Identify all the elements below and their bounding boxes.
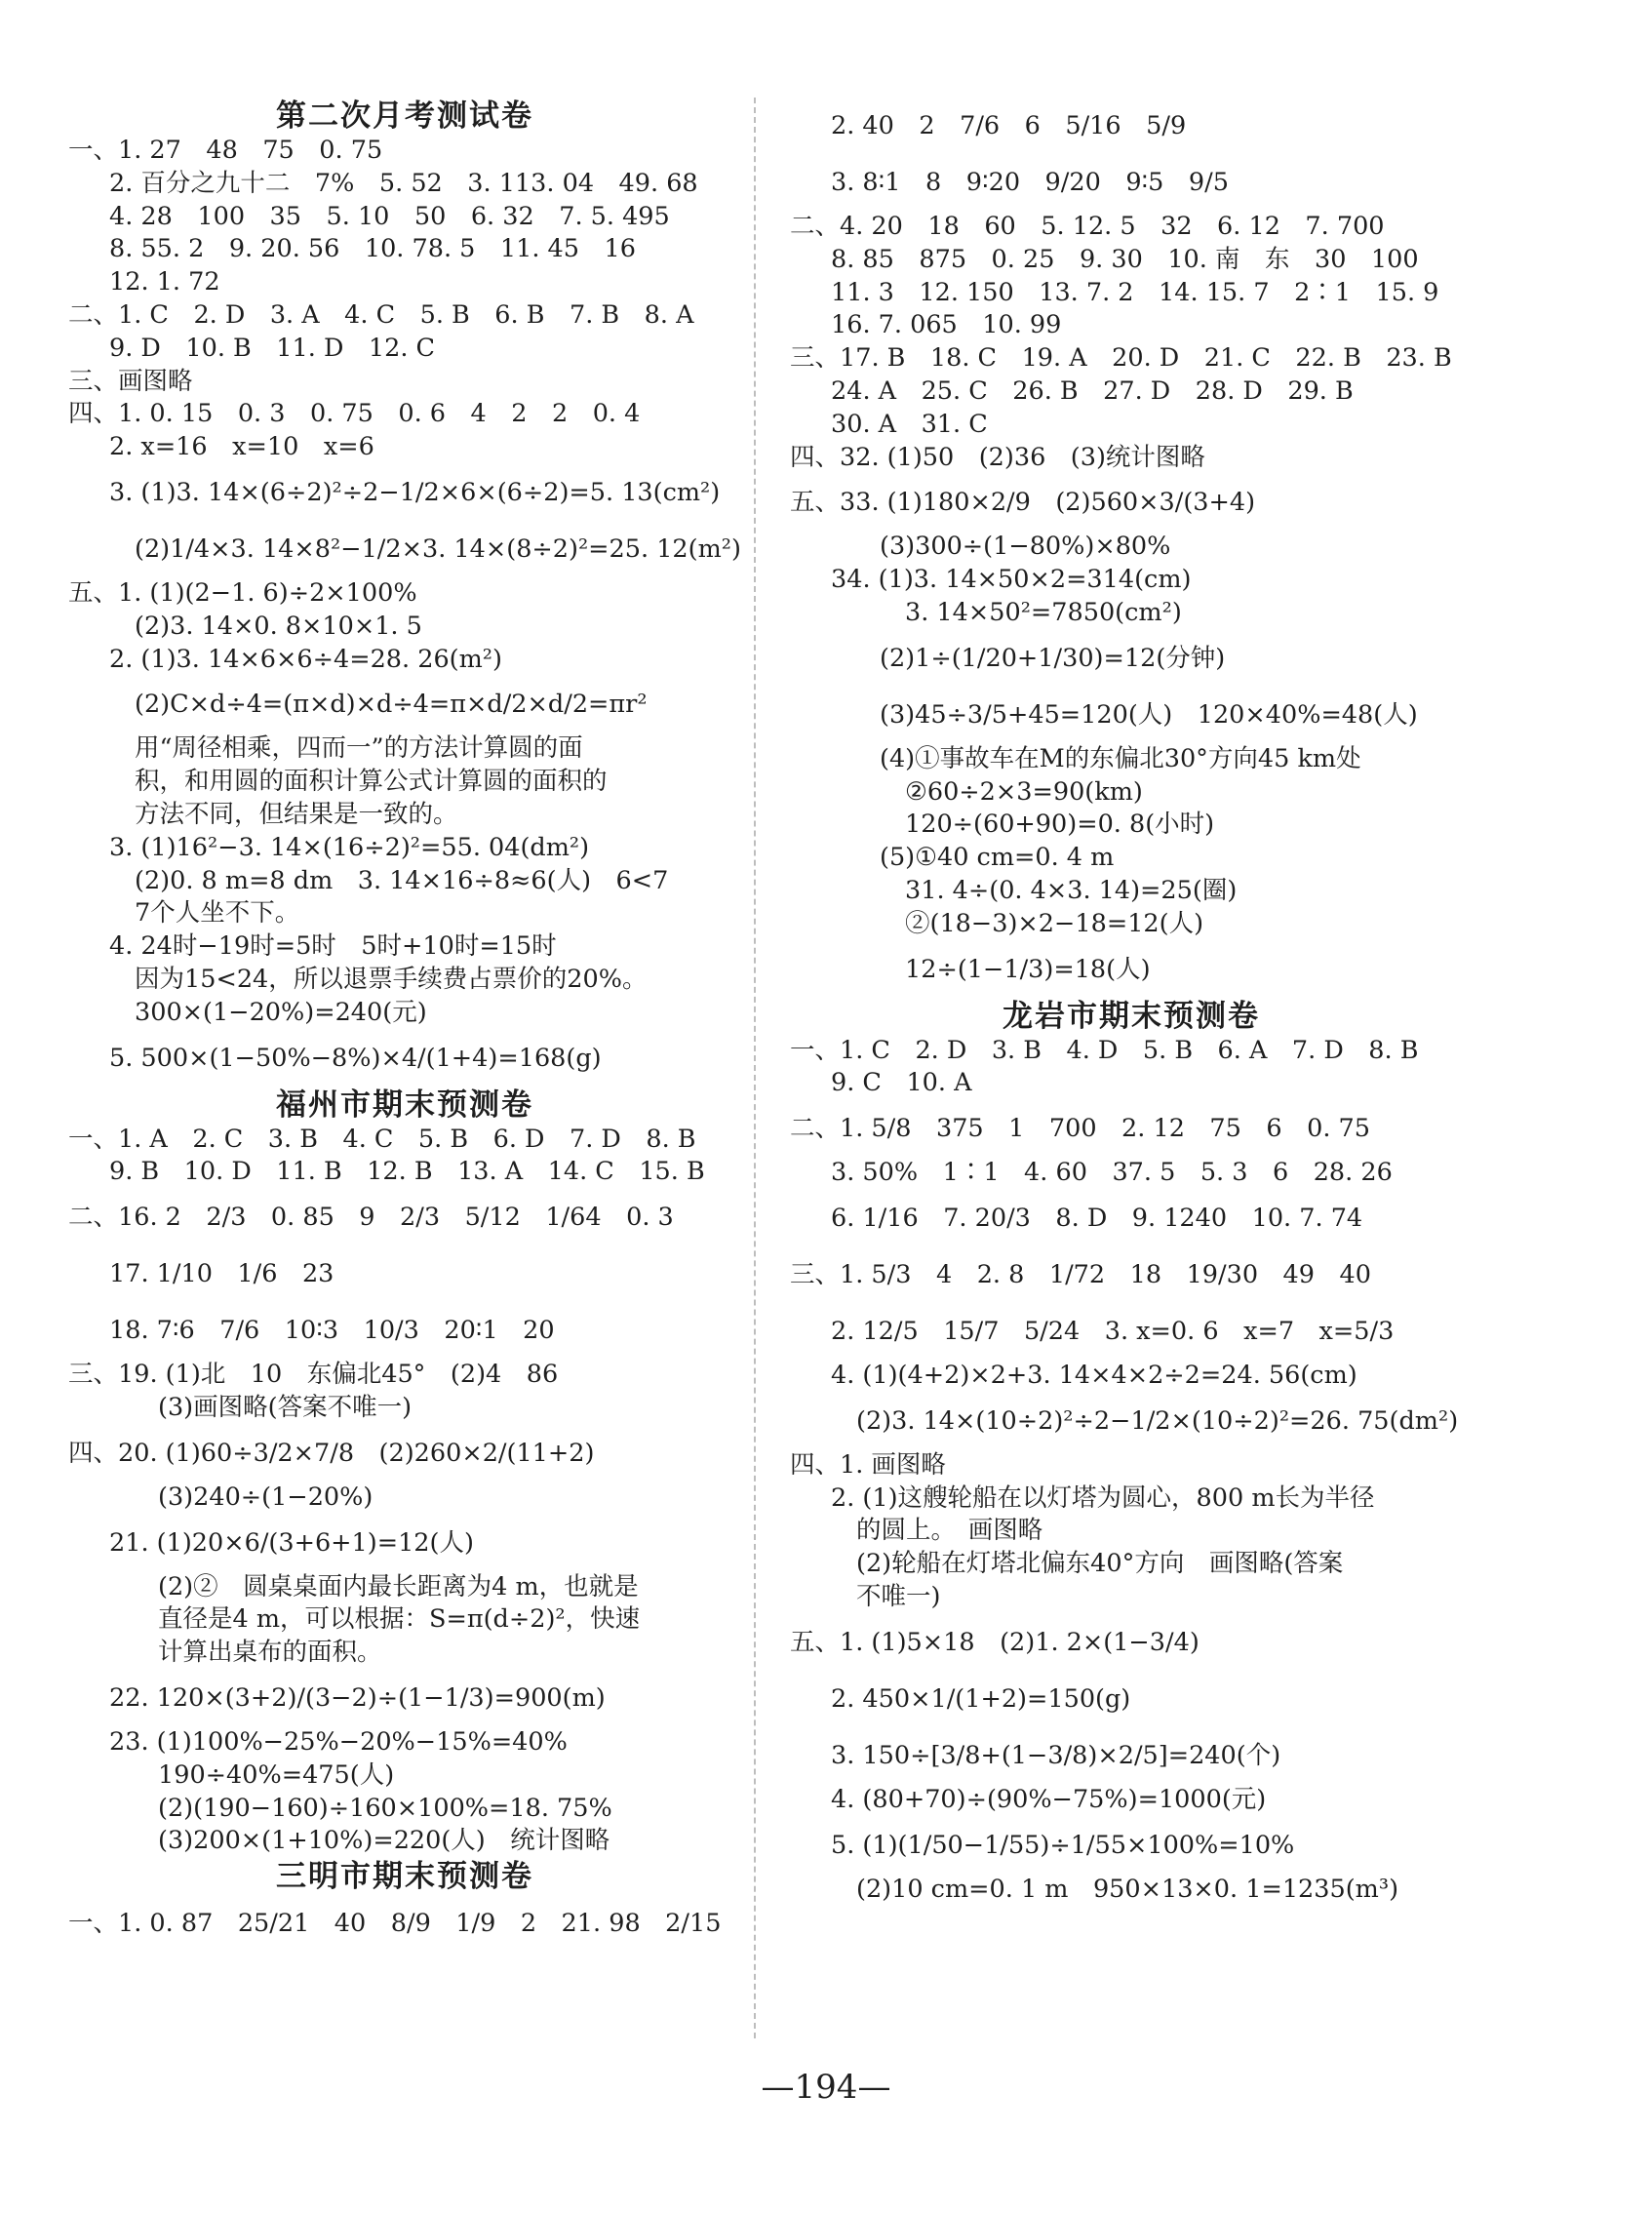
- answer-line: (4)①事故车在M的东偏北30°方向45 km处: [880, 743, 1361, 773]
- answer-line: (2)C×d÷4=(π×d)×d÷4=π×d/2×d/2=πr²: [135, 690, 648, 720]
- answer-line: (5)①40 cm=0. 4 m: [880, 843, 1115, 873]
- answer-line: 24. A 25. C 26. B 27. D 28. D 29. B: [831, 375, 1354, 406]
- answer-line: 一、1. A 2. C 3. B 4. C 5. B 6. D 7. D 8. B: [68, 1124, 696, 1154]
- answer-line: 9. C 10. A: [831, 1068, 972, 1098]
- answer-line: 2. x=16 x=10 x=6: [109, 432, 374, 462]
- answer-line: 7个人坐不下。: [135, 898, 300, 929]
- answer-line: 计算出桌布的面积。: [158, 1638, 382, 1668]
- answer-line: 三、1. 5/3 4 2. 8 1/72 18 19/30 49 40: [790, 1259, 1371, 1289]
- answer-line: 四、20. (1)60÷3/2×7/8 (2)260×2/(11+2): [68, 1438, 595, 1468]
- answer-line: 12÷(1−1/3)=18(人): [905, 954, 1151, 984]
- answer-line: 16. 7. 065 10. 99: [831, 310, 1062, 340]
- answer-line: (3)240÷(1−20%): [158, 1482, 374, 1512]
- answer-line: 17. 1/10 1/6 23: [109, 1259, 334, 1289]
- answer-line: 三、画图略: [68, 366, 193, 396]
- answer-line: 12. 1. 72: [109, 267, 220, 297]
- answer-line: 9. D 10. B 11. D 12. C: [109, 333, 436, 363]
- answer-line: 3. (1)16²−3. 14×(16÷2)²=55. 04(dm²): [109, 832, 590, 862]
- answer-line: 五、33. (1)180×2/9 (2)560×3/(3+4): [790, 488, 1256, 518]
- answer-line: 11. 3 12. 150 13. 7. 2 14. 15. 7 2∶1 15. 9: [831, 277, 1439, 307]
- answer-line: 2. 450×1/(1+2)=150(g): [831, 1683, 1131, 1714]
- answer-line: 二、4. 20 18 60 5. 12. 5 32 6. 12 7. 700: [790, 212, 1385, 241]
- answer-line: (3)45÷3/5+45=120(人) 120×40%=48(人): [880, 699, 1418, 730]
- answer-line: (2)1/4×3. 14×8²−1/2×3. 14×(8÷2)²=25. 12(m²): [135, 533, 741, 564]
- answer-line: 积，和用圆的面积计算公式计算圆的面积的: [135, 767, 608, 797]
- answer-line: (3)200×(1+10%)=220(人) 统计图略: [158, 1826, 610, 1856]
- answer-line: 三、17. B 18. C 19. A 20. D 21. C 22. B 23. B: [790, 343, 1452, 374]
- answer-line: (2)10 cm=0. 1 m 950×13×0. 1=1235(m³): [856, 1874, 1399, 1904]
- answer-line: 4. 24时−19时=5时 5时+10时=15时: [109, 931, 557, 962]
- answer-line: 用“周径相乘，四而一”的方法计算圆的面: [135, 733, 583, 764]
- answer-line: 二、1. C 2. D 3. A 4. C 5. B 6. B 7. B 8. A: [68, 299, 694, 330]
- answer-line: (3)画图略(答案不唯一): [158, 1392, 413, 1422]
- answer-line: 一、1. C 2. D 3. B 4. D 5. B 6. A 7. D 8. B: [790, 1035, 1419, 1065]
- answer-line: 2. (1)这艘轮船在以灯塔为圆心，800 m长为半径: [831, 1482, 1375, 1513]
- answer-line: 四、1. 画图略: [790, 1449, 946, 1480]
- column-divider: [754, 98, 756, 2038]
- answer-line: (2)(190−160)÷160×100%=18. 75%: [158, 1793, 612, 1823]
- answer-line: 5. (1)(1/50−1/55)÷1/55×100%=10%: [831, 1830, 1295, 1860]
- answer-line: 三、19. (1)北 10 东偏北45° (2)4 86: [68, 1360, 559, 1390]
- answer-line: (2)轮船在灯塔北偏东40°方向 画图略(答案: [856, 1549, 1344, 1579]
- section-title: 福州市期末预测卷: [276, 1087, 533, 1123]
- answer-line: 31. 4÷(0. 4×3. 14)=25(圈): [905, 875, 1238, 905]
- section-title: 三明市期末预测卷: [276, 1859, 533, 1895]
- answer-line: 五、1. (1)(2−1. 6)÷2×100%: [68, 577, 417, 608]
- answer-line: 8. 55. 2 9. 20. 56 10. 78. 5 11. 45 16: [109, 234, 636, 264]
- section-title: 第二次月考测试卷: [276, 99, 533, 134]
- answer-line: 34. (1)3. 14×50×2=314(cm): [831, 565, 1192, 595]
- answer-line: 的圆上。 画图略: [856, 1516, 1043, 1546]
- answer-line: 不唯一): [856, 1581, 941, 1611]
- answer-line: 方法不同，但结果是一致的。: [135, 799, 458, 829]
- answer-line: 3. (1)3. 14×(6÷2)²÷2−1/2×6×(6÷2)=5. 13(cm²): [109, 477, 721, 507]
- right-column: [790, 98, 1473, 1906]
- answer-line: 四、1. 0. 15 0. 3 0. 75 0. 6 4 2 2 0. 4: [68, 399, 641, 429]
- answer-line: 4. (1)(4+2)×2+3. 14×4×2÷2=24. 56(cm): [831, 1360, 1357, 1390]
- answer-line: 9. B 10. D 11. B 12. B 13. A 14. C 15. B: [109, 1157, 705, 1187]
- answer-line: 五、1. (1)5×18 (2)1. 2×(1−3/4): [790, 1627, 1200, 1657]
- answer-line: 3. 8∶1 8 9∶20 9/20 9∶5 9/5: [831, 168, 1229, 197]
- page-number: —194—: [761, 2068, 891, 2107]
- answer-line: (3)300÷(1−80%)×80%: [880, 532, 1171, 562]
- answer-line: (2)3. 14×(10÷2)²÷2−1/2×(10÷2)²=26. 75(dm²): [856, 1405, 1459, 1436]
- answer-line: 2. 40 2 7/6 6 5/16 5/9: [831, 111, 1187, 140]
- answer-line: 2. 百分之九十二 7% 5. 52 3. 113. 04 49. 68: [109, 168, 698, 198]
- answer-line: 4. (80+70)÷(90%−75%)=1000(元): [831, 1784, 1267, 1814]
- answer-line: 3. 50% 1∶1 4. 60 37. 5 5. 3 6 28. 26: [831, 1158, 1393, 1188]
- answer-line: 4. 28 100 35 5. 10 50 6. 32 7. 5. 495: [109, 201, 670, 231]
- answer-line: ②60÷2×3=90(km): [905, 776, 1143, 807]
- answer-line: 30. A 31. C: [831, 409, 988, 439]
- left-column: [68, 98, 741, 1952]
- answer-line: 四、32. (1)50 (2)36 (3)统计图略: [790, 442, 1205, 472]
- answer-line: 18. 7∶6 7/6 10∶3 10/3 20∶1 20: [109, 1316, 555, 1346]
- answer-line: (2)② 圆桌桌面内最长距离为4 m，也就是: [158, 1571, 639, 1601]
- section-title: 龙岩市期末预测卷: [1003, 998, 1260, 1034]
- answer-line: 2. (1)3. 14×6×6÷4=28. 26(m²): [109, 644, 502, 674]
- answer-line: 6. 1/16 7. 20/3 8. D 9. 1240 10. 7. 74: [831, 1203, 1363, 1233]
- answer-line: 3. 150÷[3/8+(1−3/8)×2/5]=240(个): [831, 1740, 1281, 1770]
- answer-line: 5. 500×(1−50%−8%)×4/(1+4)=168(g): [109, 1043, 602, 1073]
- answer-line: (2)3. 14×0. 8×10×1. 5: [135, 611, 422, 641]
- answer-line: (2)0. 8 m=8 dm 3. 14×16÷8≈6(人) 6<7: [135, 865, 669, 895]
- answer-line: 二、16. 2 2/3 0. 85 9 2/3 5/12 1/64 0. 3: [68, 1203, 674, 1233]
- answer-line: 直径是4 m，可以根据：S=π(d÷2)²，快速: [158, 1604, 641, 1635]
- answer-line: 300×(1−20%)=240(元): [135, 997, 427, 1027]
- answer-line: 二、1. 5/8 375 1 700 2. 12 75 6 0. 75: [790, 1114, 1370, 1144]
- answer-line: ②(18−3)×2−18=12(人): [905, 908, 1204, 938]
- answer-line: 22. 120×(3+2)/(3−2)÷(1−1/3)=900(m): [109, 1682, 606, 1713]
- answer-line: (2)1÷(1/20+1/30)=12(分钟): [880, 643, 1226, 673]
- answer-line: 3. 14×50²=7850(cm²): [905, 597, 1182, 627]
- answer-line: 一、1. 27 48 75 0. 75: [68, 136, 383, 165]
- answer-line: 21. (1)20×6/(3+6+1)=12(人): [109, 1527, 474, 1558]
- answer-line: 一、1. 0. 87 25/21 40 8/9 1/9 2 21. 98 2/15: [68, 1909, 722, 1939]
- answer-line: 因为15<24，所以退票手续费占票价的20%。: [135, 964, 648, 994]
- answer-line: 190÷40%=475(人): [158, 1759, 395, 1790]
- answer-line: 23. (1)100%−25%−20%−15%=40%: [109, 1726, 568, 1757]
- answer-line: 8. 85 875 0. 25 9. 30 10. 南 东 30 100: [831, 244, 1419, 274]
- answer-line: 2. 12/5 15/7 5/24 3. x=0. 6 x=7 x=5/3: [831, 1316, 1395, 1346]
- answer-line: 120÷(60+90)=0. 8(小时): [905, 810, 1215, 840]
